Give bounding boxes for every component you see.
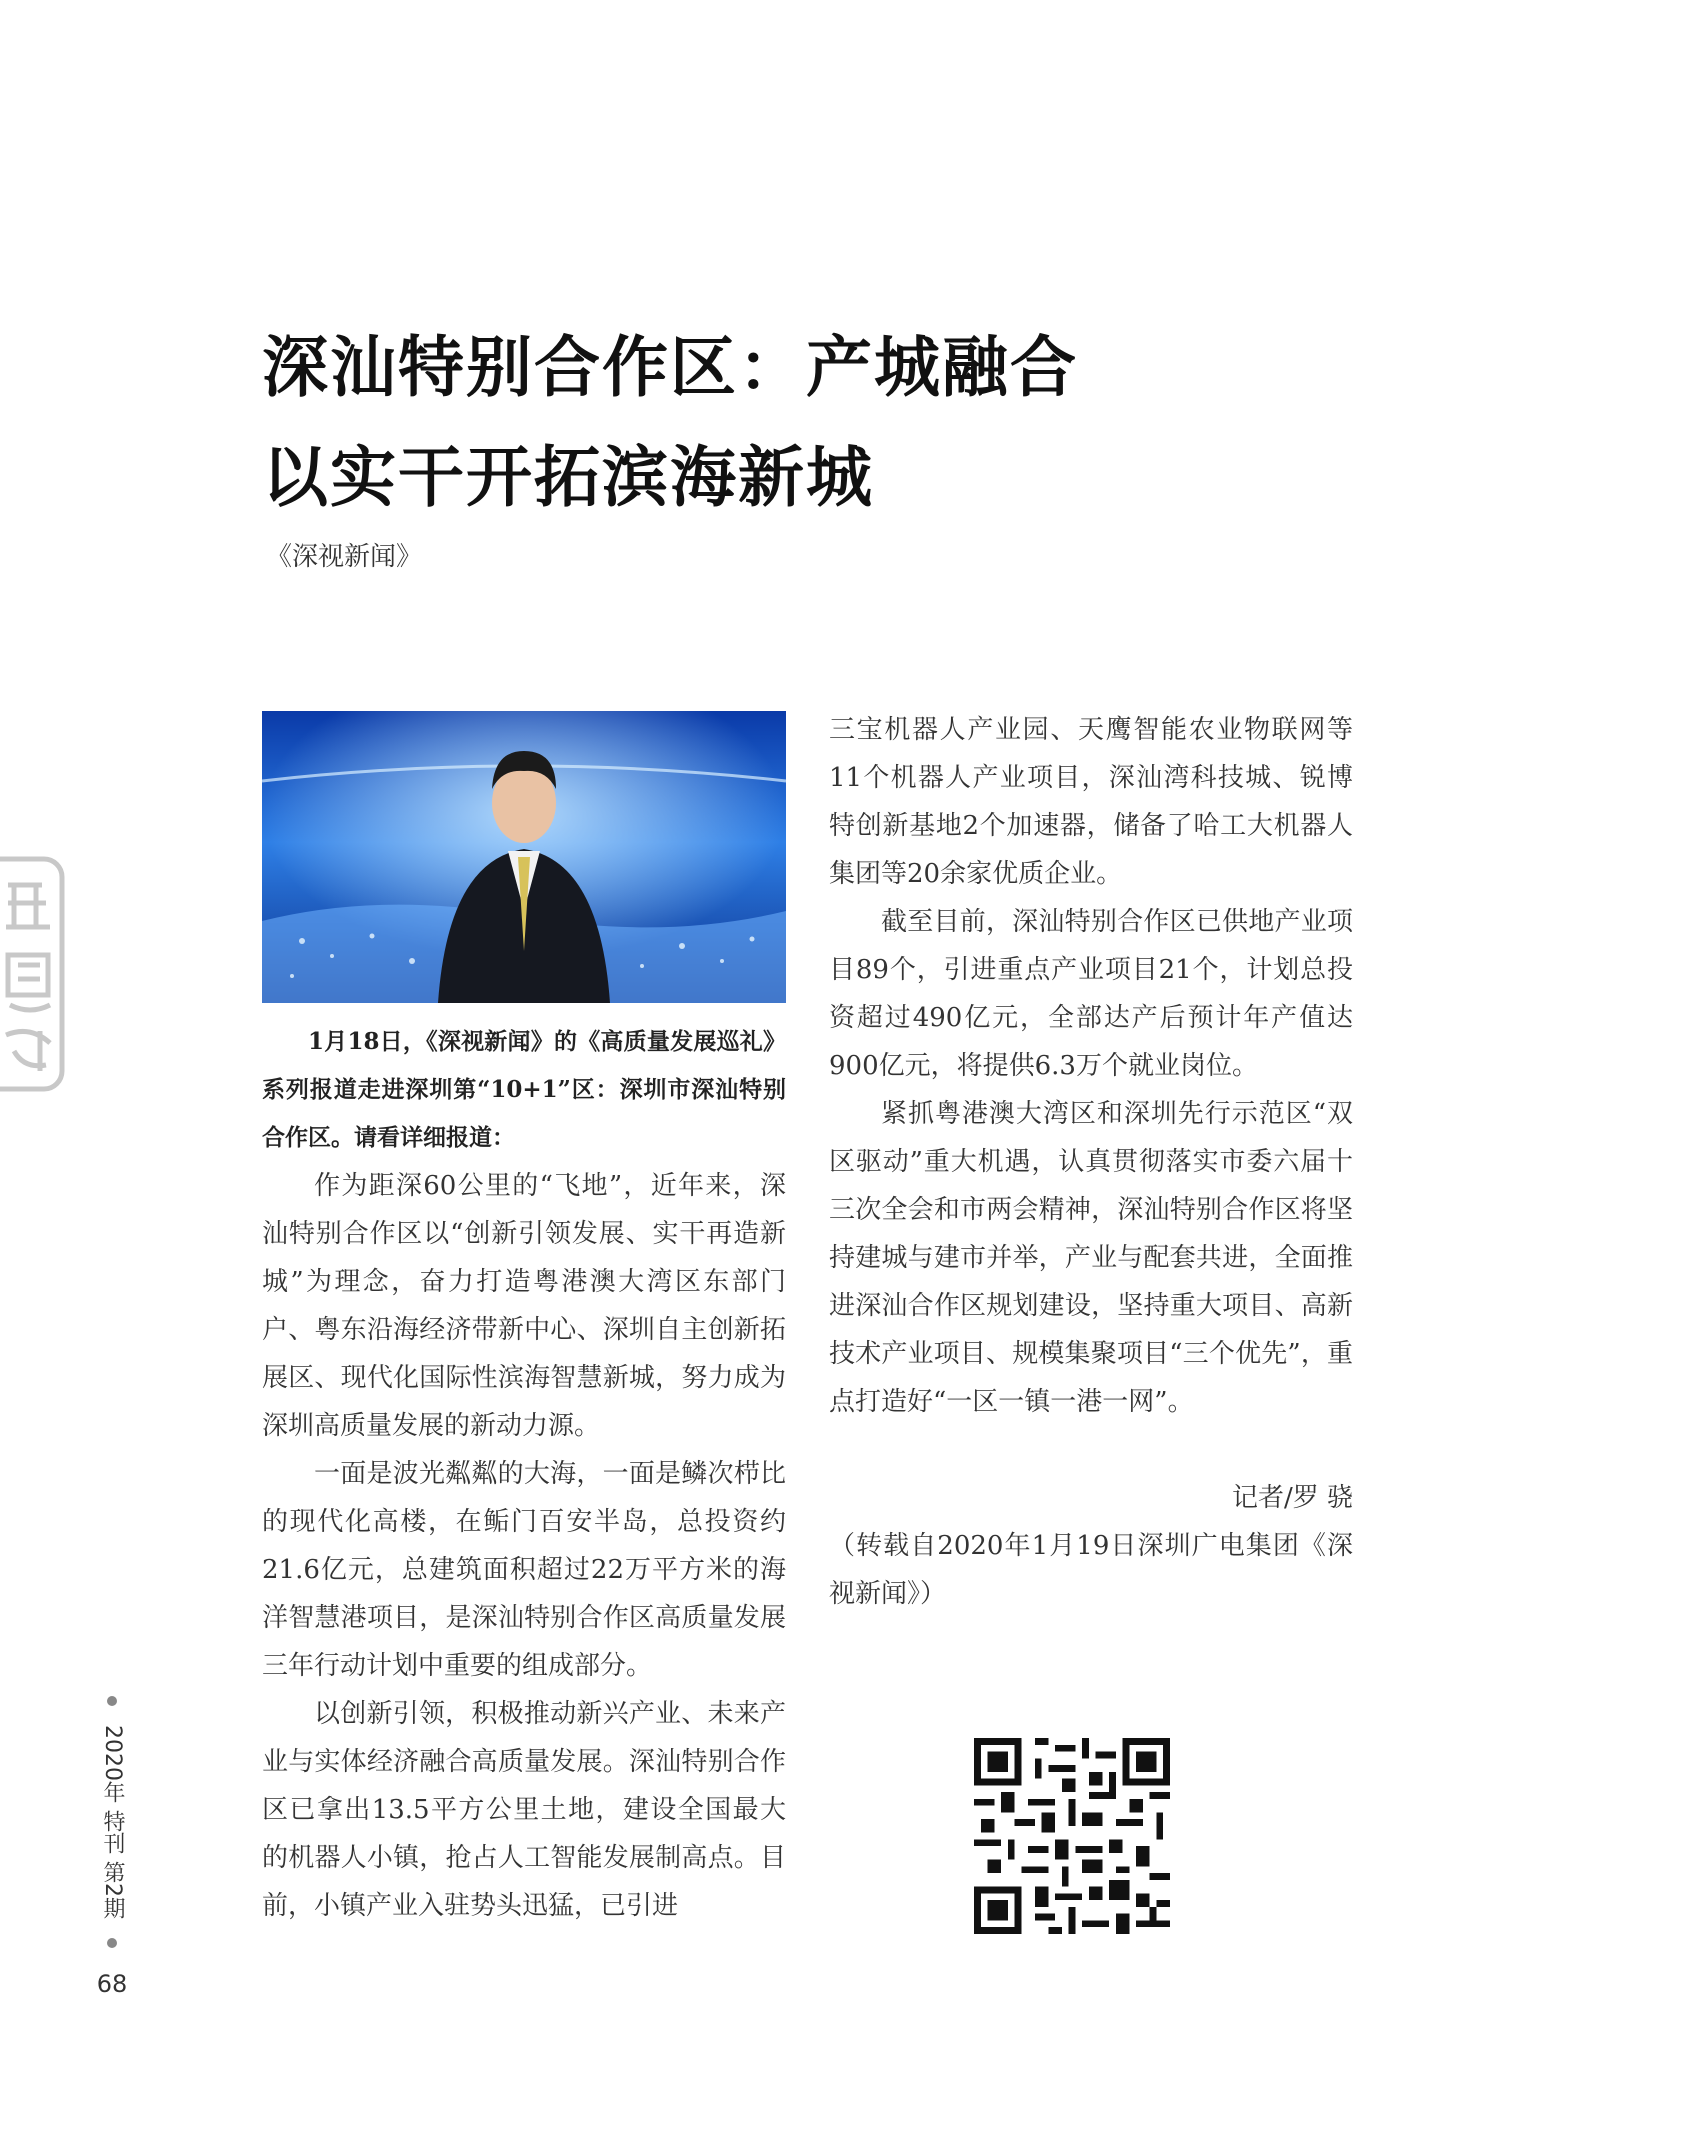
bullet-icon	[107, 1938, 117, 1948]
article-title-line1: 深汕特别合作区：产城融合	[262, 328, 1078, 406]
article-title	[262, 312, 1078, 532]
byline: 记者/罗 骁	[1231, 1483, 1353, 1513]
bullet-icon	[107, 1696, 117, 1706]
paragraph: 以创新引领，积极推动新兴产业、未来产业与实体经济融合高质量发展。深汕特别合作区已拿出13.5平方公里土地，建设全国最大的机器人小镇，抢占人工智能发展制高点。目前，小镇产业入驻势头迅猛，已引进	[262, 1699, 786, 1921]
reprint-note: （转载自2020年1月19日深圳广电集团《深视新闻》）	[829, 1531, 1353, 1609]
article-left-column	[262, 1162, 786, 1930]
photo-caption: 1月18日，《深视新闻》的《高质量发展巡礼》系列报道走进深圳第“10+1”区：深圳市深汕特别合作区。请看详细报道：	[262, 1028, 786, 1151]
paragraph: 一面是波光粼粼的大海，一面是鳞次栉比的现代化高楼，在鲘门百安半岛，总投资约21.6亿元，总建筑面积超过22万平方米的海洋智慧港项目，是深汕特别合作区高质量发展三年行动计划中重要的组成部分。	[262, 1459, 786, 1681]
article-source: 《深视新闻》	[266, 542, 423, 572]
qr-code-icon[interactable]	[974, 1738, 1170, 1934]
page-number: 68	[96, 1970, 128, 1998]
paragraph: 截至目前，深汕特别合作区已供地产业项目89个，引进重点产业项目21个，计划总投资超过490亿元，全部达产后预计年产值达900亿元，将提供6.3万个就业岗位。	[829, 907, 1353, 1081]
article-right-column	[829, 706, 1353, 1618]
paragraph-continued: 三宝机器人产业园、天鹰智能农业物联网等11个机器人产业项目，深汕湾科技城、锐博特创新基地2个加速器，储备了哈工大机器人集团等20余家优质企业。	[829, 715, 1353, 889]
article-title-line2: 以实干开拓滨海新城	[262, 438, 874, 516]
paragraph: 紧抓粤港澳大湾区和深圳先行示范区“双区驱动”重大机遇，认真贯彻落实市委六届十三次全会和市两会精神，深汕特别合作区将坚持建城与建市并举，产业与配套共进，全面推进深汕合作区规划建设，坚持重大项目、高新技术产业项目、规模集聚项目“三个优先”，重点打造好“一区一镇一港一网”。	[829, 1099, 1353, 1417]
seal-icon	[0, 855, 70, 1095]
news-anchor-photo	[262, 711, 786, 1003]
issue-label	[92, 1690, 132, 1954]
issue-text: 2020年 特刊 第2期	[100, 1725, 125, 1919]
paragraph: 作为距深60公里的“飞地”，近年来，深汕特别合作区以“创新引领发展、实干再造新城”为理念，奋力打造粤港澳大湾区东部门户、粤东沿海经济带新中心、深圳自主创新拓展区、现代化国际性滨海智慧新城，努力成为深圳高质量发展的新动力源。	[262, 1171, 786, 1441]
